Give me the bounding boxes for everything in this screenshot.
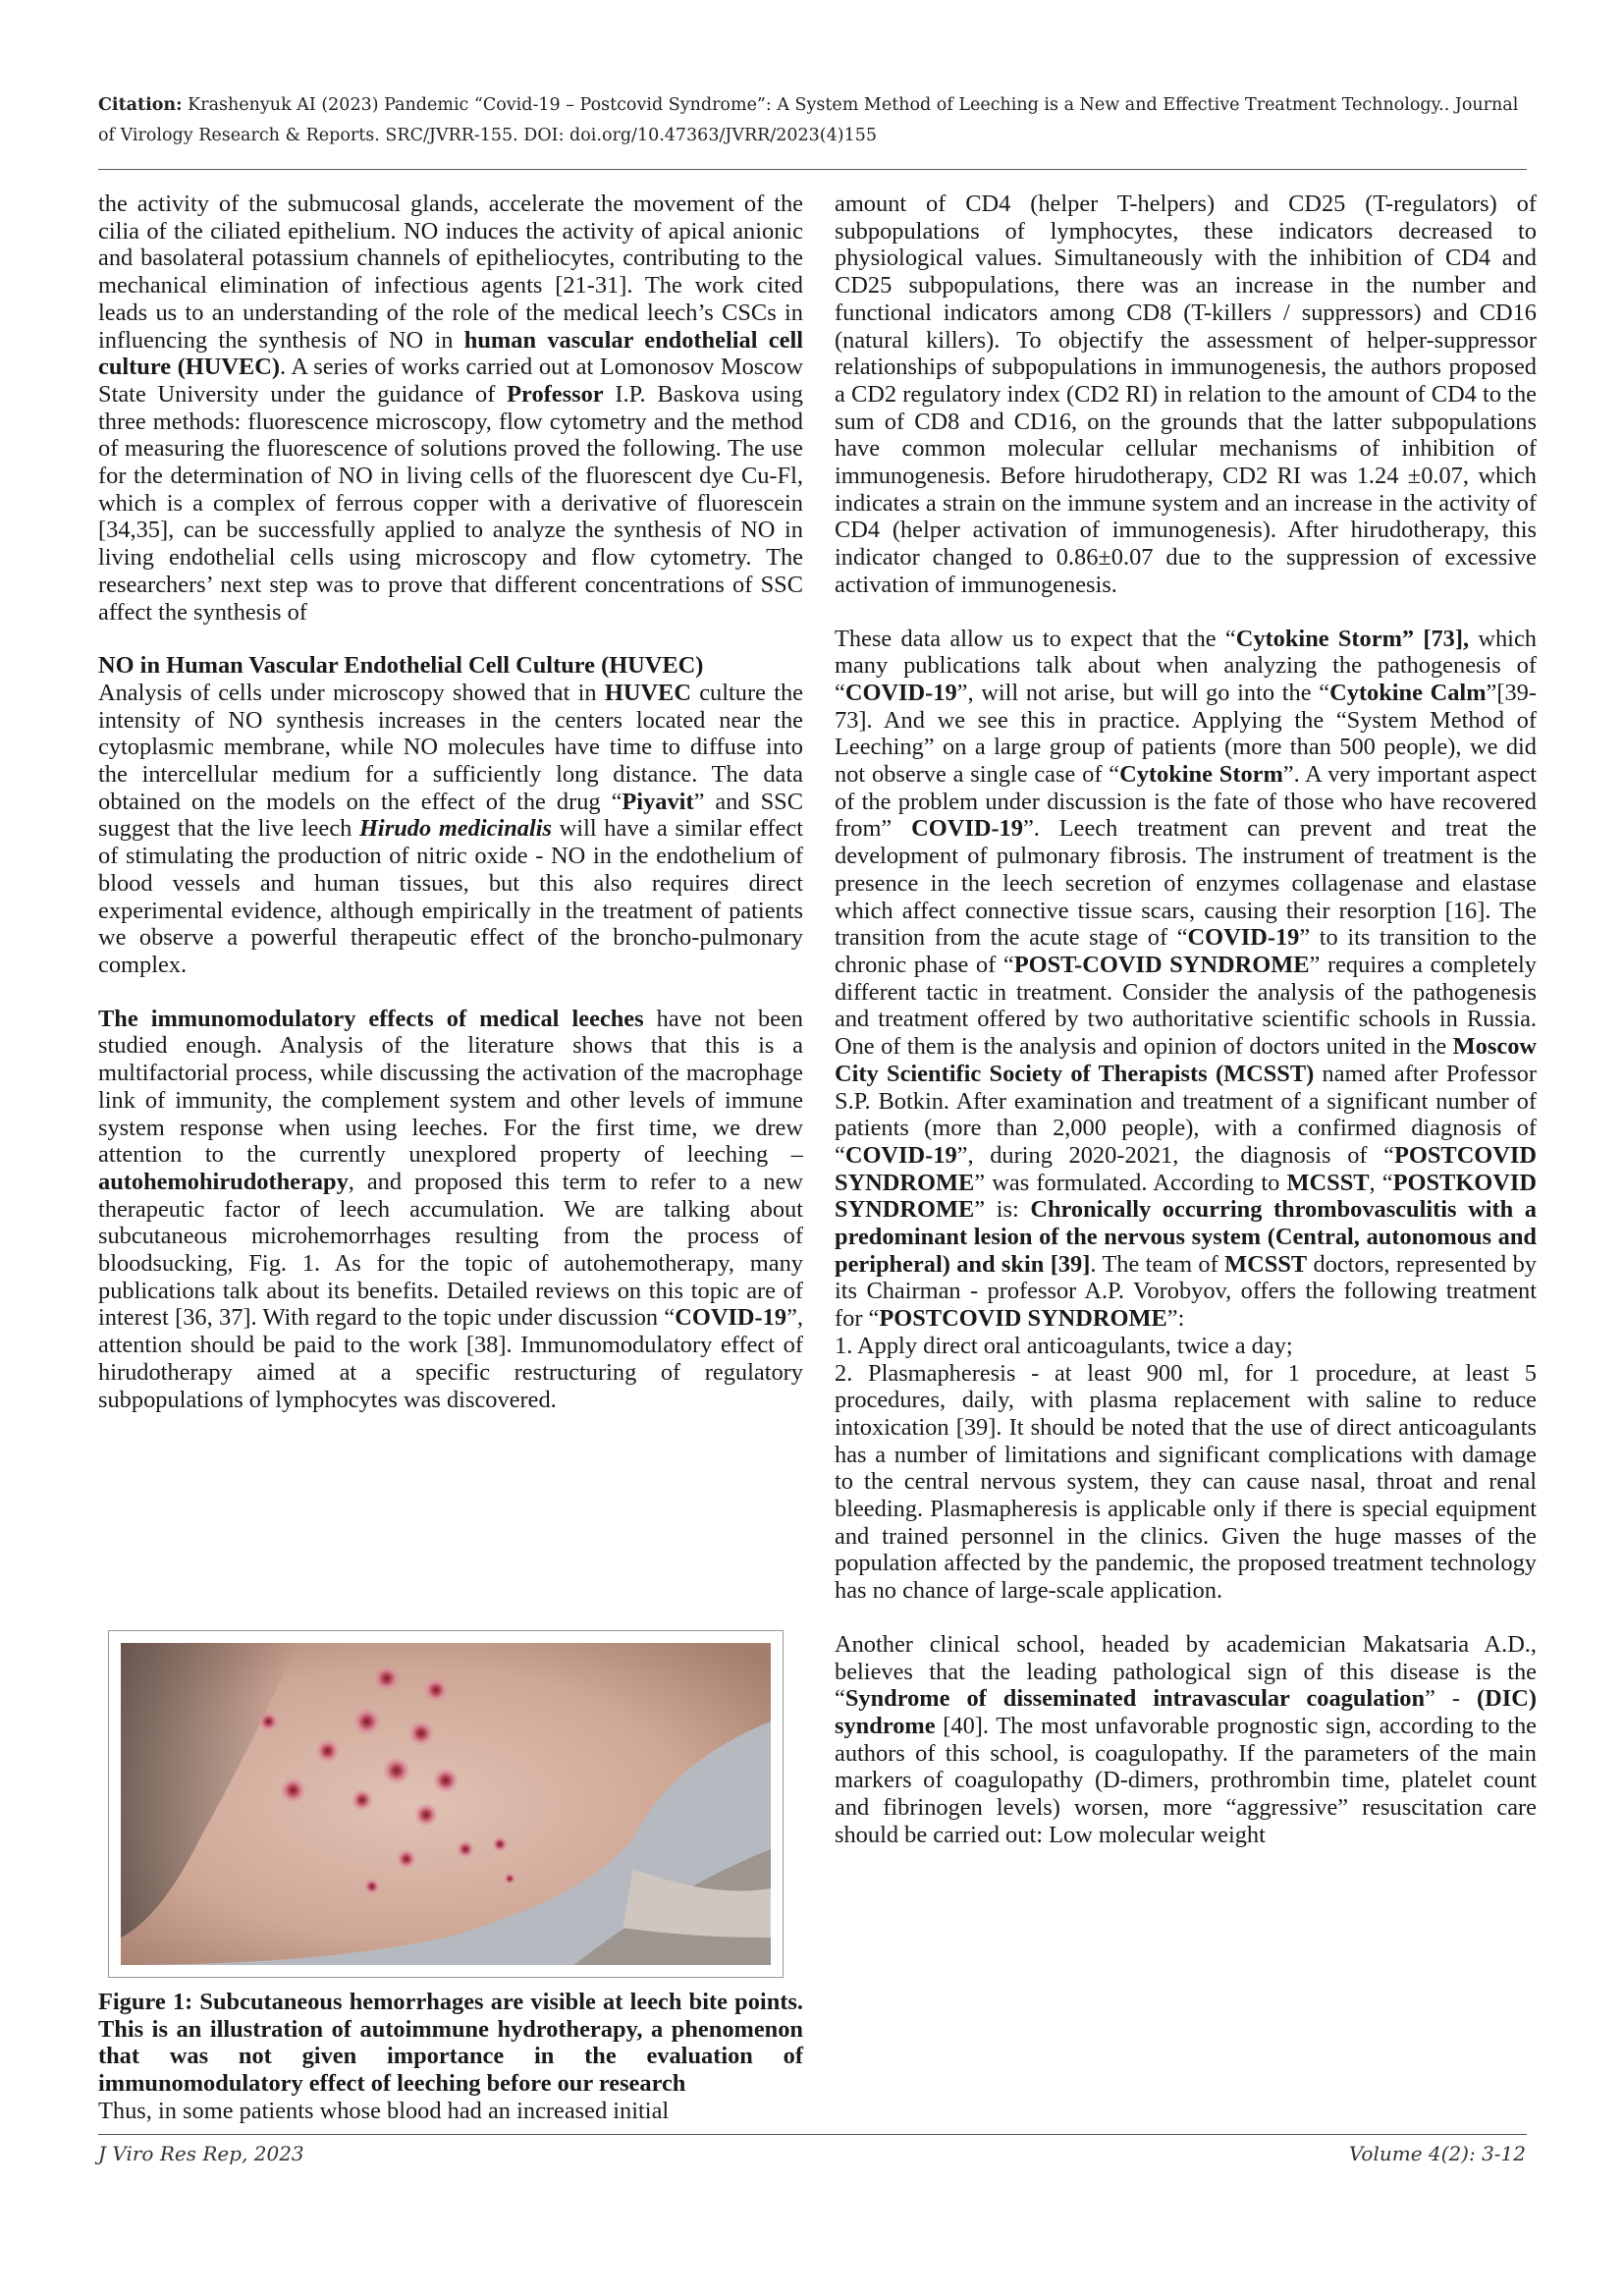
text-run: human vascular endothelial cell culture (HUVEC)	[98, 326, 804, 381]
paragraph-no-synthesis	[98, 191, 803, 626]
text-run: (DIC) syndrome	[835, 1685, 1537, 1739]
text-run: . A series of works carried out at Lomonosov Moscow State University under the guidance of	[98, 354, 803, 408]
text-run: ” to its transition to the chronic phase of “	[835, 924, 1537, 978]
section-heading-huvec: NO in Human Vascular Endothelial Cell Culture (HUVEC)	[98, 652, 704, 680]
text-run: the activity of the submucosal glands, accelerate the movement of the cilia of the ciliated epithelium. NO induces the activity of apical anionic and basolateral potassium channels of epitheliocytes, contributing to the mechanical elimination of infectious agents [21-31]. The work cited leads us to an understanding of the role of the medical leech’s CSCs in influencing the synthesis of NO in	[98, 191, 803, 354]
list-item-plasmapheresis: 2. Plasmapheresis - at least 900 ml, for 1 procedure, at least 5 procedures, daily, with plasma replacement with saline to reduce intoxication [39]. It should be noted that the use of direct anticoagulants has a number of limitations and significant complications with damage to the central nervous system, they can cause nasal, throat and renal bleeding. Plasmapheresis is applicable only if there is special equipment and trained personnel in the clinics. Given the huge masses of the population affected by the pandemic, the proposed treatment technology has no chance of large-scale application.	[835, 1359, 1537, 1605]
text-run: ”. Leech treatment can prevent and treat the development of pulmonary fibrosis. The instrument of treatment is the presence in the leech secretion of enzymes collagenase and elastase which affect connective tissue scars, causing their resorption [16]. The transition from the acute stage of “	[835, 815, 1537, 952]
text-run: ”, during 2020-2021, the diagnosis of “	[956, 1141, 1394, 1169]
text-run: ”:	[1166, 1305, 1185, 1333]
text-run: COVID-19	[844, 679, 957, 706]
footer-volume: Volume 4(2): 3-12	[1348, 2142, 1526, 2165]
text-run: which many publications talk about when analyzing the pathogenesis of “	[835, 625, 1537, 706]
text-run: MCSST	[1224, 1250, 1308, 1278]
text-run: ”. A very important aspect of the problem under discussion is the fate of those who have recovered from”	[835, 761, 1537, 843]
text-run: Moscow City Scientific Society of Therapists (MCSST)	[835, 1033, 1537, 1087]
left-column	[98, 191, 803, 1413]
text-run: COVID-19	[844, 1141, 957, 1169]
text-run: , and proposed this term to refer to a new therapeutic factor of leech accumulation. We are talking about subcutaneous microhemorrhages resulting from the process of bloodsucking, Fig. 1. As for the topic of autohemotherapy, many publications talk about its benefits. Detailed reviews on this topic are of interest [36, 37]. With regard to the topic under discussion “	[98, 1168, 803, 1332]
text-run: Cytokine Storm” [73],	[1235, 625, 1470, 652]
paragraph-huvec-analysis	[98, 680, 803, 979]
paragraph-immunomodulatory	[98, 1006, 803, 1414]
text-run: [40]. The most unfavorable prognostic sign, according to the authors of this school, is coagulopathy. If the parameters of the main markers of coagulopathy (D-dimers, prothrombin time, platelet count and fibrinogen levels) worsen, more “aggressive” resuscitation care should be carried out: Low molecular weight	[835, 1712, 1537, 1848]
header-divider	[98, 169, 1527, 170]
text-run: Cytokine Calm	[1329, 679, 1487, 706]
text-run: POSTKOVID SYNDROME	[835, 1169, 1537, 1224]
text-run: Hirudo medicinalis	[358, 815, 552, 843]
text-run: Analysis of cells under microscopy showed that in	[98, 679, 605, 706]
text-run: I.P. Baskova using three methods: fluorescence microscopy, flow cytometry and the method of measuring the fluorescence of solutions proved the following. The use for the determination of NO in living cells of the fluorescent dye Cu-Fl, which is a complex of ferrous copper with a derivative of fluorescein [34,35], can be successfully applied to analyze the synthesis of NO in living endothelial cells using microscopy and flow cytometry. The researchers’ next step was to prove that different concentrations of SSC affect the synthesis of	[98, 380, 803, 626]
text-run: COVID-19	[911, 815, 1023, 843]
footer-journal: J Viro Res Rep, 2023	[98, 2142, 304, 2165]
text-run: ”[39-73]. And we see this in practice. Applying the “System Method of Leeching” on a large group of patients (more than 500 people), we did not observe a single case of “	[835, 679, 1537, 789]
text-run: Cytokine Storm	[1119, 761, 1283, 789]
text-run: autohemohirudotherapy	[98, 1168, 349, 1195]
text-run: ” and SSC suggest that the live leech	[98, 788, 803, 843]
paragraph-cd-subpopulations	[835, 191, 1537, 599]
text-run: ” was formulated. According to	[974, 1169, 1287, 1196]
list-item-anticoagulants: 1. Apply direct oral anticoagulants, twice a day;	[835, 1332, 1293, 1359]
citation-text: Krashenyuk AI (2023) Pandemic “Covid-19 – Postcovid Syndrome”: A System Method of Leeching is a New and Effective Treatment Technology.. Journal of Virology Research & Reports. SRC/JVRR-155. DOI: doi.org/10.47363/JVRR/2023(4)155	[98, 95, 1519, 145]
text-run: ”, will not arise, but will go into the “	[956, 679, 1330, 706]
text-run: Chronically occurring thrombovasculitis with a predominant lesion of the nervous system (Central, autonomous and peripheral) and skin [39]	[835, 1196, 1537, 1278]
footer-divider	[98, 2134, 1527, 2135]
text-run: named after Professor S.P. Botkin. After examination and treatment of a significant number of patients (more than 2,000 people), with a confirmed diagnosis of “	[835, 1060, 1537, 1169]
text-run: amount of CD4 (helper T-helpers) and CD25 (T-regulators) of subpopulations of lymphocytes, these indicators decreased to physiological values. Simultaneously with the inhibition of CD4 and CD25 subpopulations, there was an increase in the number and functional indicators among CD8 (T-killers / suppressors) and CD16 (natural killers). To objectify the assessment of helper-suppressor relationships of subpopulations in immunogenesis, the authors proposed a CD2 regulatory index (CD2 RI) in relation to the amount of CD4 to the sum of CD8 and CD16, on the grounds that the latter subpopulations have common molecular cellular mechanisms of inhibition of immunogenesis. Before hirudotherapy, CD2 RI was 1.24 ±0.07, which indicates a strain on the immune system and an increase in the activity of CD4 (helper activation of immunogenesis). After hirudotherapy, this indicator changed to 0.86±0.07 due to the suppression of excessive activation of immunogenesis.	[835, 191, 1537, 598]
paragraph-cytokine-storm	[835, 626, 1537, 1333]
text-run: POSTCOVID SYNDROME	[835, 1141, 1537, 1196]
text-run: . The team of	[1090, 1250, 1225, 1278]
text-run: doctors, represented by its Chairman - professor A.P. Vorobyov, offers the following treatment for “	[835, 1250, 1537, 1333]
text-run: COVID-19	[1187, 924, 1300, 952]
text-run: ” is:	[974, 1196, 1031, 1224]
right-column	[835, 191, 1537, 1848]
citation-label: Citation:	[98, 95, 183, 115]
text-run: Piyavit	[622, 788, 694, 815]
figure-1-caption-block	[98, 1989, 803, 2125]
text-run: These data allow us to expect that the “	[835, 625, 1236, 652]
paragraph-continuation: Thus, in some patients whose blood had an increased initial	[98, 2097, 670, 2124]
text-run: culture the intensity of NO synthesis increases in the centers located near the cytoplasmic membrane, while NO molecules have time to diffuse into the intercellular medium for a sufficiently long distance. The data obtained on the models on the effect of the drug “	[98, 679, 803, 815]
citation-header	[98, 90, 1527, 151]
text-run: ” -	[1425, 1685, 1478, 1713]
text-run: POSTCOVID SYNDROME	[879, 1305, 1167, 1333]
text-run: ” requires a completely different tactic in treatment. Consider the analysis of the pathogenesis and treatment offered by two authoritative scientific schools in Russia. One of them is the analysis and opinion of doctors united in the	[835, 951, 1537, 1061]
text-run: ”, attention should be paid to the work [38]. Immunomodulatory effect of hirudotherapy aimed at a specific restructuring of regulatory subpopulations of lymphocytes was discovered.	[98, 1304, 803, 1413]
figure-caption: Figure 1: Subcutaneous hemorrhages are visible at leech bite points. This is an illustration of autoimmune hydrotherapy, a phenomenon that was not given importance in the evaluation of immunomodulatory effect of leeching before our research	[98, 1989, 803, 2098]
leech-bite-photo	[121, 1643, 771, 1965]
text-run: have not been studied enough. Analysis of the literature shows that this is a multifactorial process, while discussing the activation of the macrophage link of immunity, the complement system and other levels of immune system response when using leeches. For the first time, we drew attention to the currently unexplored property of leeching –	[98, 1005, 803, 1169]
text-run: COVID-19	[675, 1304, 787, 1332]
text-run: The immunomodulatory effects of medical leeches	[98, 1005, 644, 1032]
figure-1	[108, 1630, 784, 1978]
text-run: will have a similar effect of stimulating the production of nitric oxide - NO in the endothelium of blood vessels and human tissues, but this also requires direct experimental evidence, although empirically in the treatment of patients we observe a powerful therapeutic effect of the broncho-pulmonary complex.	[98, 815, 803, 978]
text-run: Professor	[507, 380, 604, 408]
paragraph-dic-syndrome	[835, 1631, 1537, 1849]
text-run: Syndrome of disseminated intravascular coagulation	[844, 1685, 1426, 1713]
text-run: Another clinical school, headed by academician Makatsaria A.D., believes that the leading pathological sign of this disease is the “	[835, 1630, 1537, 1713]
text-run: POST-COVID SYNDROME	[1013, 951, 1310, 978]
text-run: , “	[1369, 1169, 1393, 1196]
text-run: HUVEC	[604, 679, 691, 706]
text-run: MCSST	[1286, 1169, 1370, 1196]
